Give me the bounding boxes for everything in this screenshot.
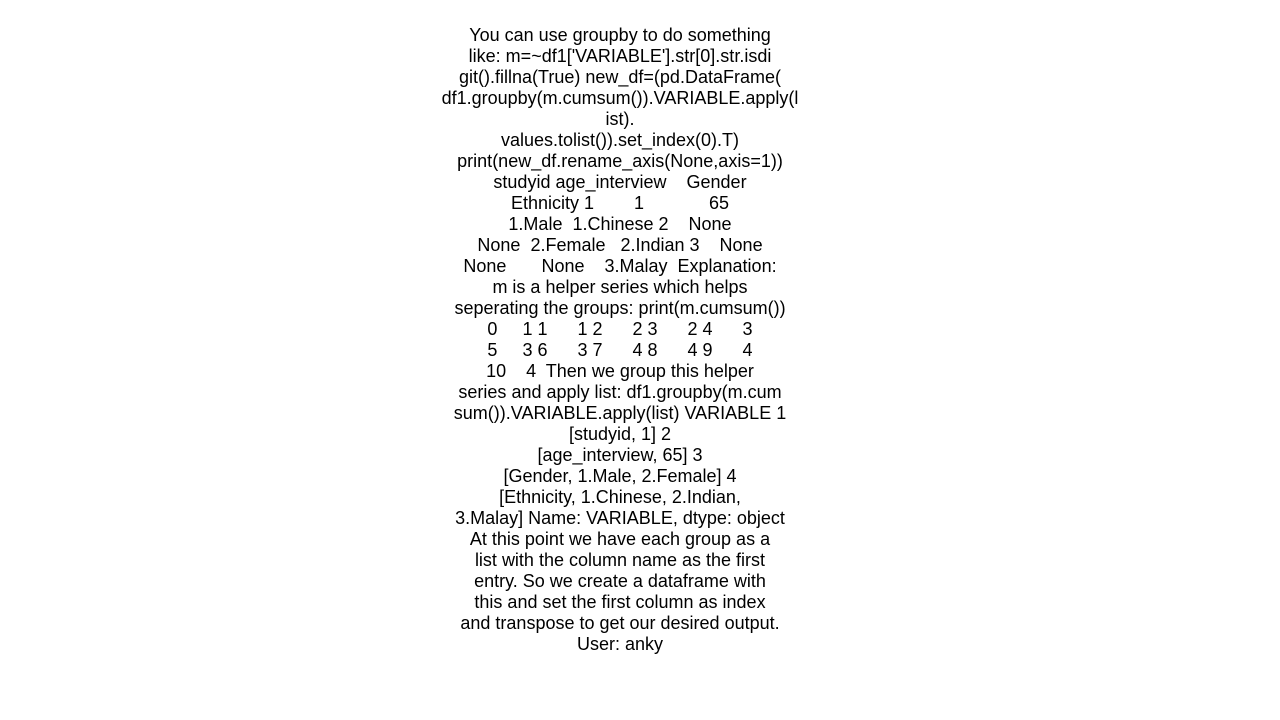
text-line: [Ethnicity, 1.Chinese, 2.Indian, [499,487,741,507]
text-line: series and apply list: df1.groupby(m.cum [458,382,782,402]
text-line: None None 3.Malay Explanation: [463,256,777,276]
text-line: entry. So we create a dataframe with [474,571,766,591]
text-line: At this point we have each group as a [469,529,771,549]
text-line: studyid age_interview Gender [493,172,747,192]
text-line: sum()).VARIABLE.apply(list) VARIABLE 1 [453,403,787,423]
user-attribution: User: anky [576,634,664,654]
text-line: None 2.Female 2.Indian 3 None [477,235,763,255]
text-line: You can use groupby to do something [469,25,771,45]
text-line: 0 1 1 1 2 2 3 2 4 3 [487,319,753,339]
text-line: 10 4 Then we group this helper [486,361,754,381]
text-line: [Gender, 1.Male, 2.Female] 4 [503,466,737,486]
text-line: list with the column name as the first [474,550,766,570]
text-line: and transpose to get our desired output. [460,613,780,633]
text-line: seperating the groups: print(m.cumsum()) [454,298,786,318]
text-line: 1.Male 1.Chinese 2 None [508,214,732,234]
text-line: print(new_df.rename_axis(None,axis=1)) [457,151,783,171]
text-line: git().fillna(True) new_df=(pd.DataFrame( [459,67,781,87]
text-line: ist). [605,109,635,129]
text-line: m is a helper series which helps [492,277,748,297]
text-line: df1.groupby(m.cumsum()).VARIABLE.apply(l [441,88,799,108]
text-line: [studyid, 1] 2 [568,424,672,444]
text-line: [age_interview, 65] 3 [537,445,703,465]
text-line: Ethnicity 1 1 65 [510,193,730,213]
text-line: like: m=~df1['VARIABLE'].str[0].str.isdi [468,46,772,66]
text-line: 3.Malay] Name: VARIABLE, dtype: object [455,508,785,528]
text-line: this and set the first column as index [474,592,766,612]
text-line: 5 3 6 3 7 4 8 4 9 4 [487,340,753,360]
text-line: values.tolist()).set_index(0).T) [500,130,740,150]
answer-text-block [440,25,800,655]
